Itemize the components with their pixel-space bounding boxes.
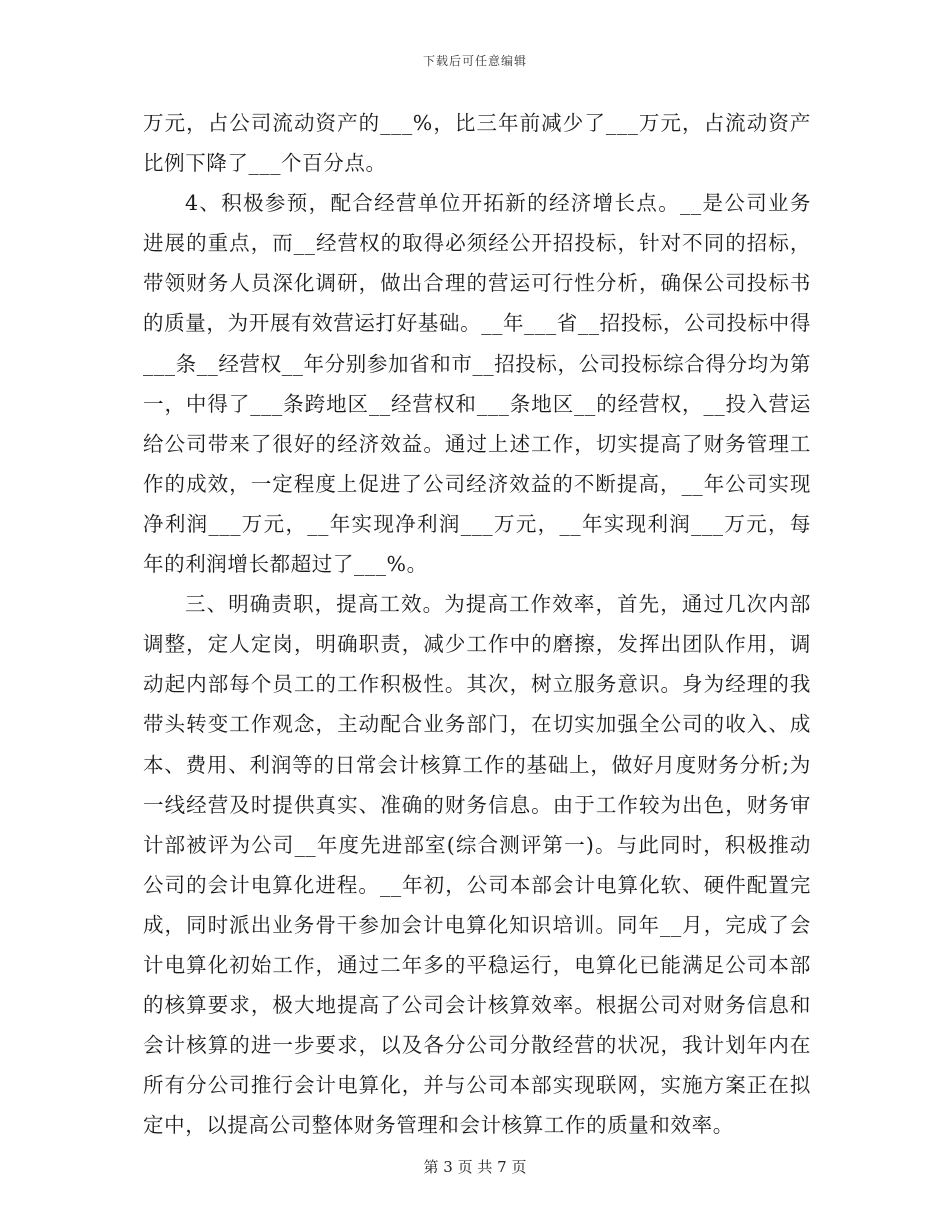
paragraph-continuation: 万元，占公司流动资产的___%，比三年前减少了___万元，占流动资产比例下降了___个百分点。 [143, 111, 811, 176]
document-body [143, 103, 811, 1145]
paragraph-section-3: 三、明确责职，提高工效。为提高工作效率，首先，通过几次内部调整，定人定岗，明确职责，减少工作中的磨擦，发挥出团队作用，调动起内部每个员工的工作积极性。其次，树立服务意识。身为经理的我带头转变工作观念，主动配合业务部门，在切实加强全公司的收入、成本、费用、利润等的日常会计核算工作的基础上，做好月度财务分析;为一线经营及时提供真实、准确的财务信息。由于工作较为出色，财务审计部被评为公司__年度先进部室(综合测评第一)。与此同时，积极推动公司的会计电算化进程。__年初，公司本部会计电算化软、硬件配置完成，同时派出业务骨干参加会计电算化知识培训。同年__月，完成了会计电算化初始工作，通过二年多的平稳运行，电算化已能满足公司本部的核算要求，极大地提高了公司会计核算效率。根据公司对财务信息和会计核算的进一步要求，以及各分公司分散经营的状况，我计划年内在所有分公司推行会计电算化，并与公司本部实现联网，实施方案正在拟定中，以提高公司整体财务管理和会计核算工作的质量和效率。 [143, 592, 811, 1138]
page-number: 第 3 页 共 7 页 [423, 1158, 527, 1176]
page-header: 下载后可任意编辑 [422, 54, 527, 68]
paragraph-item-4: 4、积极参预，配合经营单位开拓新的经济增长点。__是公司业务进展的重点，而__经营权的取得必须经公开招投标，针对不同的招标，带领财务人员深化调研，做出合理的营运可行性分析，确保公司投标书的质量，为开展有效营运打好基础。__年___省__招投标，公司投标中得___条__经营权__年分别参加省和市__招投标，公司投标综合得分均为第一，中得了___条跨地区__经营权和___条地区__的经营权，__投入营运给公司带来了很好的经济效益。通过上述工作，切实提高了财务管理工作的成效，一定程度上促进了公司经济效益的不断提高，__年公司实现净利润___万元，__年实现净利润___万元，__年实现利润___万元，每年的利润增长都超过了___%。 [143, 191, 811, 577]
